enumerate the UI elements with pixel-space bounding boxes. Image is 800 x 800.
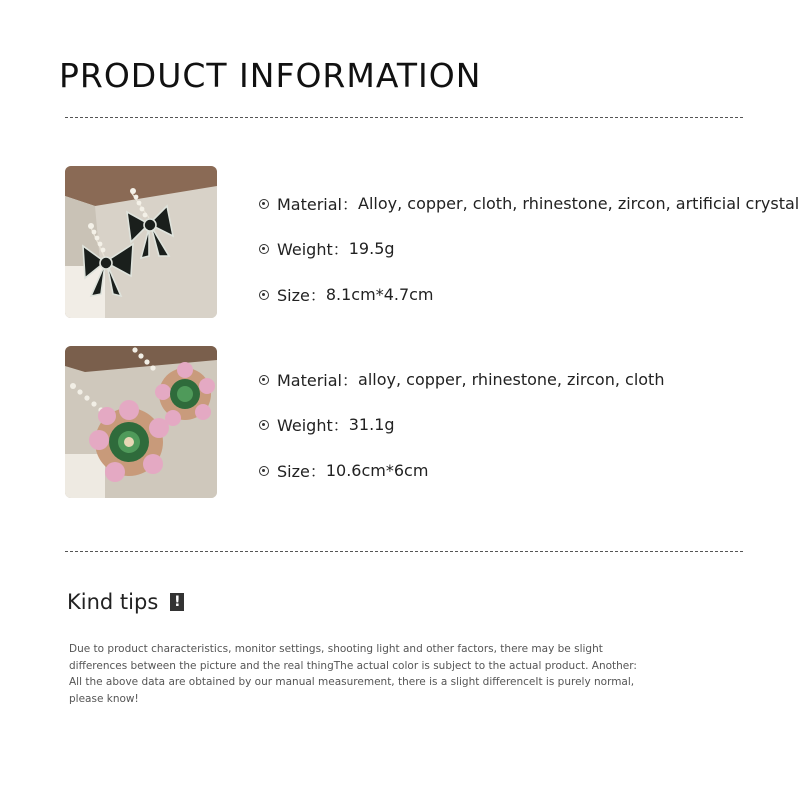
bullet-icon bbox=[259, 466, 269, 476]
kind-tips-title: Kind tips bbox=[67, 590, 159, 614]
product-image-flower-earrings bbox=[65, 346, 217, 498]
divider-top bbox=[65, 117, 743, 118]
spec-size-label: Size： bbox=[277, 286, 326, 305]
bullet-icon bbox=[259, 244, 269, 254]
spec-size-value: 8.1cm*4.7cm bbox=[325, 285, 434, 304]
kind-tips-heading bbox=[67, 590, 184, 614]
bow-earrings-illustration bbox=[65, 166, 217, 318]
spec-size-label: Size： bbox=[277, 462, 326, 481]
spec-weight bbox=[259, 237, 395, 260]
bullet-icon bbox=[259, 290, 269, 300]
spec-material bbox=[259, 192, 799, 215]
spec-material-label: Material： bbox=[277, 371, 359, 390]
spec-size bbox=[259, 459, 428, 482]
spec-weight-label: Weight： bbox=[277, 240, 349, 259]
spec-weight-value: 31.1g bbox=[348, 415, 395, 434]
divider-bottom bbox=[65, 551, 743, 552]
spec-weight-value: 19.5g bbox=[348, 239, 395, 258]
page-title: PRODUCT INFORMATION bbox=[59, 56, 482, 95]
spec-material-value: alloy, copper, rhinestone, zircon, cloth bbox=[358, 370, 665, 389]
spec-material-label: Material： bbox=[277, 195, 359, 214]
spec-size-value: 10.6cm*6cm bbox=[325, 461, 429, 480]
flower-earrings-illustration bbox=[65, 346, 217, 498]
spec-material bbox=[259, 368, 664, 391]
spec-weight bbox=[259, 413, 395, 436]
spec-material-value: Alloy, copper, cloth, rhinestone, zircon, artificial crystal bbox=[358, 194, 800, 213]
spec-weight-label: Weight： bbox=[277, 416, 349, 435]
product-image-bow-earrings bbox=[65, 166, 217, 318]
bullet-icon bbox=[259, 420, 269, 430]
bullet-icon bbox=[259, 375, 269, 385]
kind-tips-text: Due to product characteristics, monitor settings, shooting light and other factors, there may be slight differences between the picture and the real thingThe actual color is subject to the actual product. Another: All the above data are obtained by our manual measurement, there is a slight differenceIt is purely normal, please know! bbox=[69, 643, 637, 705]
exclamation-icon: ! bbox=[170, 593, 184, 611]
spec-size bbox=[259, 283, 434, 306]
bullet-icon bbox=[259, 199, 269, 209]
